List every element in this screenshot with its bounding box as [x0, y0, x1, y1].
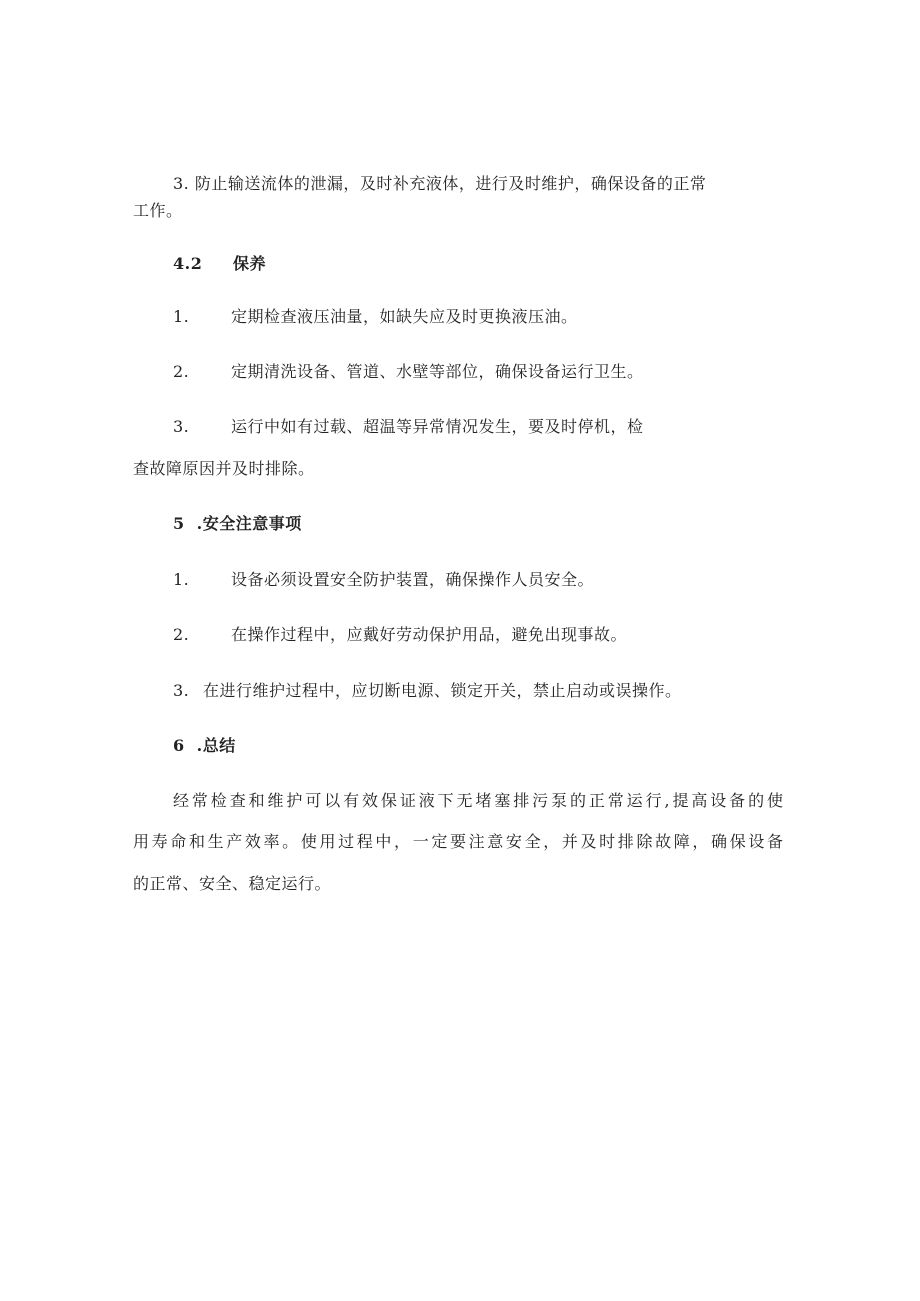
section-number: 5	[173, 514, 185, 533]
paragraph-text: 工作。	[133, 201, 183, 220]
maintenance-item-1	[133, 302, 783, 331]
maintenance-item-3	[133, 412, 783, 441]
item-number: 1.	[173, 307, 190, 326]
paragraph-item-3-line-1	[133, 169, 783, 198]
summary-text: 经常检查和维护可以有效保证液下无堵塞排污泵的正常运行,提高设备的使	[173, 791, 783, 810]
section-title: .安全注意事项	[196, 514, 302, 533]
item-text: 在操作过程中，应戴好劳动保护用品，避免出现事故。	[231, 625, 628, 644]
item-number: 3.	[173, 417, 190, 436]
paragraph-text: 3. 防止输送流体的泄漏，及时补充液体，进行及时维护，确保设备的正常	[173, 174, 707, 193]
summary-line-2	[133, 827, 783, 856]
item-number: 2.	[173, 625, 190, 644]
safety-item-3	[133, 676, 783, 705]
item-number: 3.	[173, 681, 190, 700]
section-heading-4-2	[133, 249, 783, 278]
summary-line-1	[133, 786, 783, 815]
section-title: 保养	[233, 254, 267, 273]
item-text: 定期检查液压油量，如缺失应及时更换液压油。	[231, 307, 578, 326]
safety-item-1	[133, 565, 783, 594]
summary-text: 的正常、安全、稳定运行。	[133, 874, 332, 893]
item-text: 在进行维护过程中，应切断电源、锁定开关，禁止启动或误操作。	[203, 681, 682, 700]
section-number: 4.2	[173, 254, 203, 273]
maintenance-item-2	[133, 357, 783, 386]
item-text: 查故障原因并及时排除。	[133, 459, 315, 478]
item-number: 1.	[173, 570, 190, 589]
summary-text: 用寿命和生产效率。使用过程中，一定要注意安全，并及时排除故障，确保设备	[133, 832, 783, 851]
item-text: 运行中如有过载、超温等异常情况发生，要及时停机，检	[231, 417, 644, 436]
section-title: .总结	[196, 736, 236, 755]
maintenance-item-3-continuation	[133, 454, 783, 483]
item-text: 定期清洗设备、管道、水壁等部位，确保设备运行卫生。	[231, 362, 644, 381]
item-number: 2.	[173, 362, 190, 381]
safety-item-2	[133, 620, 783, 649]
summary-line-3	[133, 869, 783, 898]
paragraph-item-3-line-2	[133, 196, 783, 225]
section-heading-5	[133, 509, 783, 538]
section-heading-6	[133, 731, 783, 760]
item-text: 设备必须设置安全防护装置，确保操作人员安全。	[231, 570, 595, 589]
section-number: 6	[173, 736, 185, 755]
